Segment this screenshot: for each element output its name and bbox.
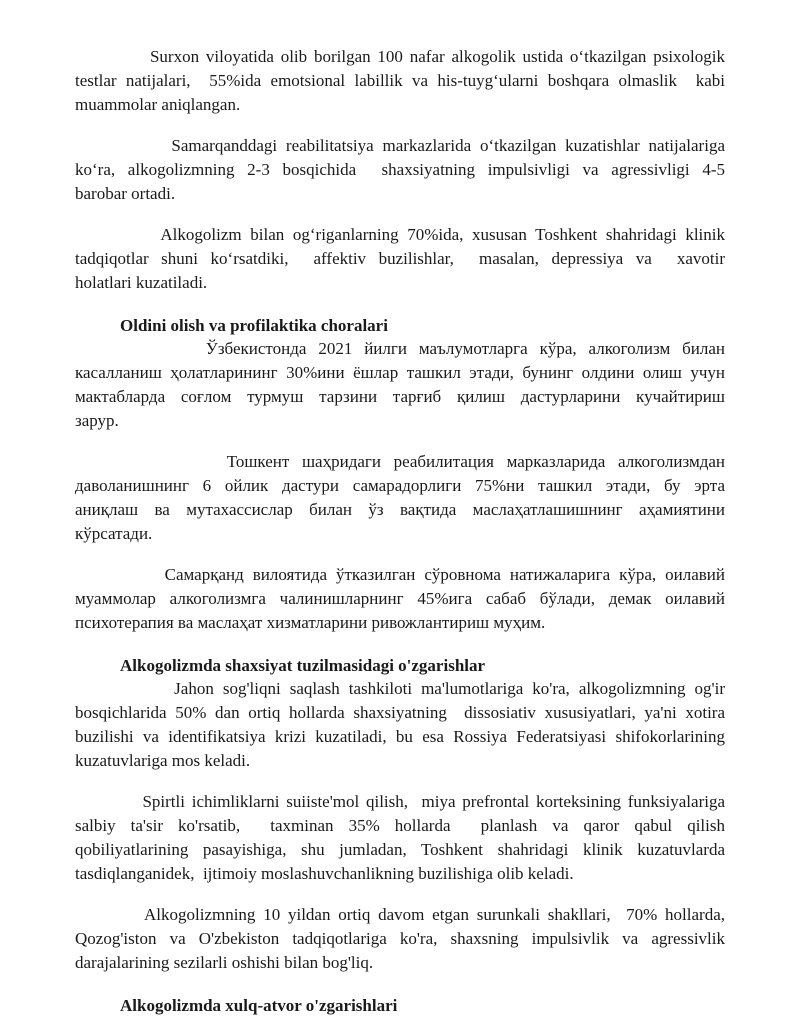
text-line: аниқлаш ва мутахассислар билан ўз вақтида маслаҳатлашишнинг аҳамиятини	[75, 500, 725, 519]
paragraph-toshkent-affektiv	[75, 223, 725, 295]
text-line: зарур.	[75, 411, 119, 430]
section-heading-behavior: Alkogolizmda xulq-atvor o'zgarishlari	[120, 996, 398, 1015]
text-line: darajalarining sezilarli oshishi bilan bog'liq.	[75, 953, 374, 972]
text-line: мактабларда соғлом турмуш тарзини тарғиб қилиш дастурларини кучайтириш	[75, 387, 725, 406]
text-line: Surxon viloyatida olib borilgan 100 nafar alkogolik ustida oʻtkazilgan psixologik	[75, 47, 725, 66]
text-line: Самарқанд вилоятида ўтказилган сўровнома натижаларига кўра, оилавий	[75, 565, 725, 584]
text-line: muammolar aniqlangan.	[75, 95, 241, 114]
text-line: buzilishi va identifikatsiya krizi kuzatiladi, bu esa Rossiya Federatsiyasi shifokorlarining	[75, 727, 725, 746]
section-heading-prevention: Oldini olish va profilaktika choralari	[120, 316, 388, 335]
text-line: Jahon sog'liqni saqlash tashkiloti ma'lumotlariga ko'ra, alkogolizmning og'ir	[75, 679, 725, 698]
text-line: даволанишнинг 6 ойлик дастури самарадорлиги 75%ни ташкил этади, бу эрта	[75, 476, 725, 495]
text-line: Тошкент шаҳридаги реабилитация марказларида алкоголизмдан	[75, 452, 725, 471]
text-line: barobar ortadi.	[75, 184, 176, 203]
text-line: Spirtli ichimliklarni suiiste'mol qilish, miya prefrontal korteksining funksiyalariga	[75, 792, 725, 811]
text-line: Alkogolizmning 10 yildan ortiq davom etgan surunkali shakllari, 70% hollarda,	[75, 905, 725, 924]
text-line: testlar natijalari, 55%ida emotsional labillik va his-tuygʻularni boshqara olmaslik kabi	[75, 71, 725, 90]
text-line: Alkogolizm bilan ogʻriganlarning 70%ida, xususan Toshkent shahridagi klinik	[75, 225, 725, 244]
paragraph-samarqand	[75, 134, 725, 206]
text-line: касалланиш ҳолатларининг 30%ини ёшлар ташкил этади, бунинг олдини олиш учун	[75, 363, 725, 382]
paragraph-surxon	[75, 45, 725, 117]
paragraph-prefrontal	[75, 790, 725, 886]
text-line: tasdiqlanganidek, ijtimoiy moslashuvchanlikning buzilishiga olib keladi.	[75, 864, 574, 883]
paragraph-who-data	[75, 677, 725, 773]
text-line: Samarqanddagi reabilitatsiya markazlarida oʻtkazilgan kuzatishlar natijalariga	[75, 136, 725, 155]
text-line: salbiy ta'sir ko'rsatib, taxminan 35% hollarda planlash va qaror qabul qilish	[75, 816, 725, 835]
text-line: кўрсатади.	[75, 524, 153, 543]
text-line: bosqichlarida 50% dan ortiq hollarda shaxsiyatning dissosiativ xususiyatlari, ya'ni xotira	[75, 703, 725, 722]
text-line: муаммолар алкоголизмга чалинишларнинг 45%ига сабаб бўлади, демак оилавий	[75, 589, 725, 608]
section-heading-personality: Alkogolizmda shaxsiyat tuzilmasidagi o'zgarishlar	[120, 656, 486, 675]
paragraph-tashkent-rehab	[75, 450, 725, 546]
text-line: Ўзбекистонда 2021 йилги маълумотларга кўра, алкоголизм билан	[75, 339, 725, 358]
text-line: holatlari kuzatiladi.	[75, 273, 208, 292]
text-line: kuzatuvlariga mos keladi.	[75, 751, 251, 770]
paragraph-chronic-forms	[75, 903, 725, 975]
text-line: психотерапия ва маслаҳат хизматларини ривожлантириш муҳим.	[75, 613, 546, 632]
text-line: tadqiqotlar shuni koʻrsatdiki, affektiv buzilishlar, masalan, depressiya va xavotir	[75, 249, 725, 268]
paragraph-uzbekistan-2021	[75, 337, 725, 433]
text-line: qobiliyatlarining pasayishiga, shu jumladan, Toshkent shahridagi klinik kuzatuvlarda	[75, 840, 725, 859]
text-line: Qozog'iston va O'zbekiston tadqiqotlariga ko'ra, shaxsning impulsivlik va agressivlik	[75, 929, 725, 948]
text-line: koʻra, alkogolizmning 2-3 bosqichida shaxsiyatning impulsivligi va agressivligi 4-5	[75, 160, 725, 179]
paragraph-samarkand-survey	[75, 563, 725, 635]
